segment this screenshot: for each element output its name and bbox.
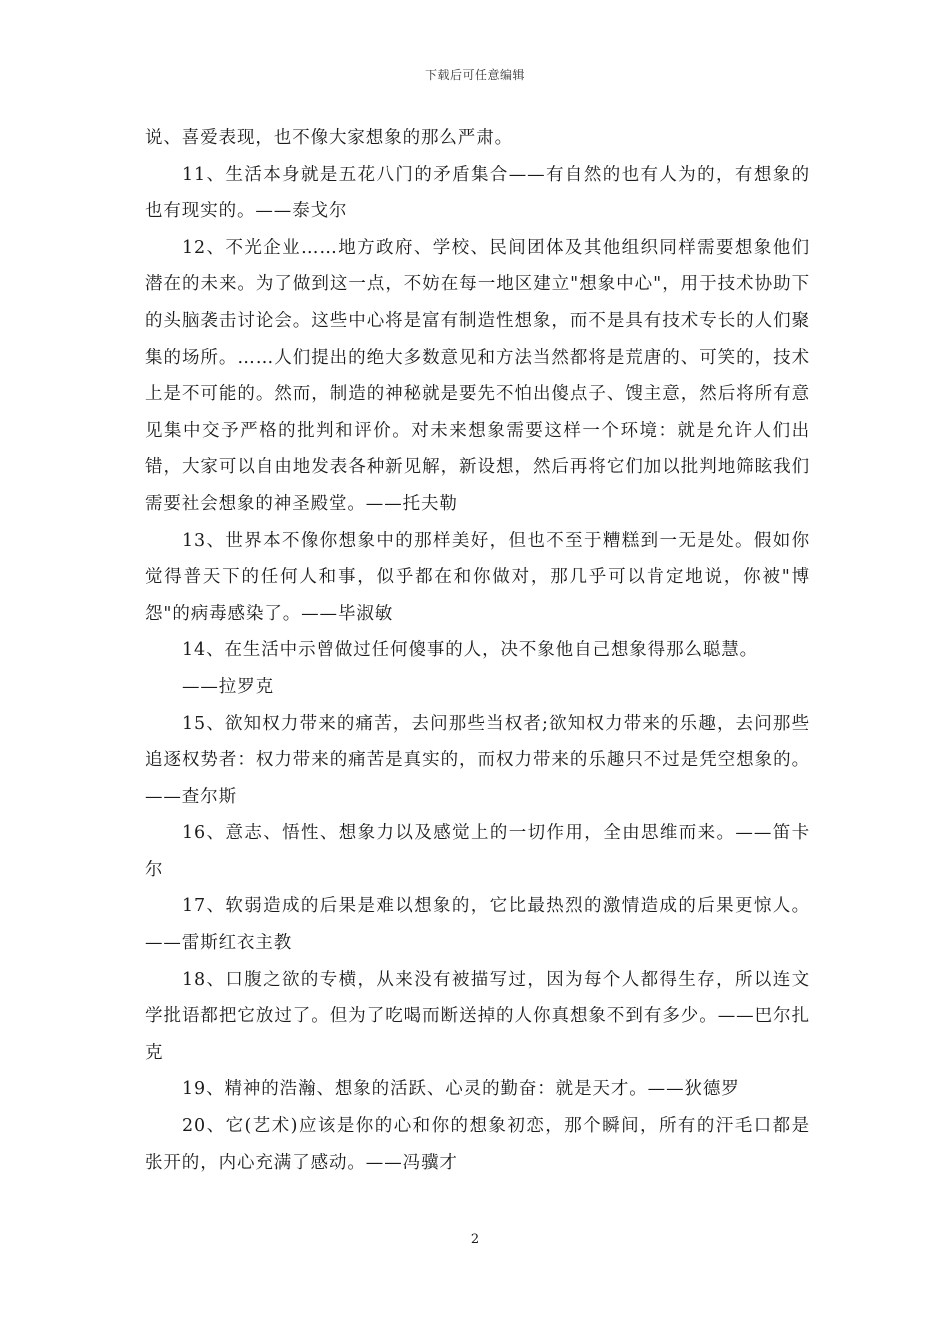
page-header: 下载后可任意编辑 [424,68,525,82]
page-number: 2 [470,1232,480,1247]
paragraph: 19、精神的浩瀚、想象的活跃、心灵的勤奋：就是天才。——狄德罗 [182,1079,740,1100]
paragraph: 12、不光企业……地方政府、学校、民间团体及其他组织同样需要想象他们潜在的未来。为了做到这一点，不妨在每一地区建立"想象中心"，用于技术协助下的头脑袭击讨论会。这些中心将是富有制造性想象，而不是具有技术专长的人们聚集的场所。……人们提出的绝大多数意见和方法当然都将是荒唐的、可笑的，技术上是不可能的。然而，制造的神秘就是要先不怕出傻点子、馊主意，然后将所有意见集中交予严格的批判和评价。对未来想象需要这样一个环境：就是允许人们出错，大家可以自由地发表各种新见解，新设想，然后再将它们加以批判地筛眩我们需要社会想象的神圣殿堂。——托夫勒 [145,237,810,514]
paragraph: 15、欲知权力带来的痛苦，去问那些当权者;欲知权力带来的乐趣，去问那些追逐权势者：权力带来的痛苦是真实的，而权力带来的乐趣只不过是凭空想象的。——查尔斯 [145,713,810,807]
document-body [145,120,810,1181]
paragraph: 16、意志、悟性、想象力以及感觉上的一切作用，全由思维而来。——笛卡尔 [145,823,810,880]
paragraph: 18、口腹之欲的专横，从来没有被描写过，因为每个人都得生存，所以连文学批语都把它放过了。但为了吃喝而断送掉的人你真想象不到有多少。——巴尔扎克 [145,969,810,1063]
paragraph: 20、它(艺术)应该是你的心和你的想象初恋，那个瞬间，所有的汗毛口都是张开的，内心充满了感动。——冯骥才 [145,1116,810,1173]
paragraph: 说、喜爱表现，也不像大家想象的那么严肃。 [145,128,513,148]
paragraph: ——拉罗克 [182,676,274,697]
paragraph: 17、软弱造成的后果是难以想象的，它比最热烈的激情造成的后果更惊人。——雷斯红衣主教 [145,896,810,954]
paragraph: 13、世界本不像你想象中的那样美好，但也不至于糟糕到一无是处。假如你觉得普天下的任何人和事，似乎都在和你做对，那几乎可以肯定地说，你被"博怨"的病毒感染了。——毕淑敏 [145,530,810,624]
paragraph: 14、在生活中示曾做过任何傻事的人，决不象他自己想象得那么聪慧。 [182,640,759,661]
paragraph: 11、生活本身就是五花八门的矛盾集合——有自然的也有人为的，有想象的也有现实的。——泰戈尔 [145,164,810,222]
